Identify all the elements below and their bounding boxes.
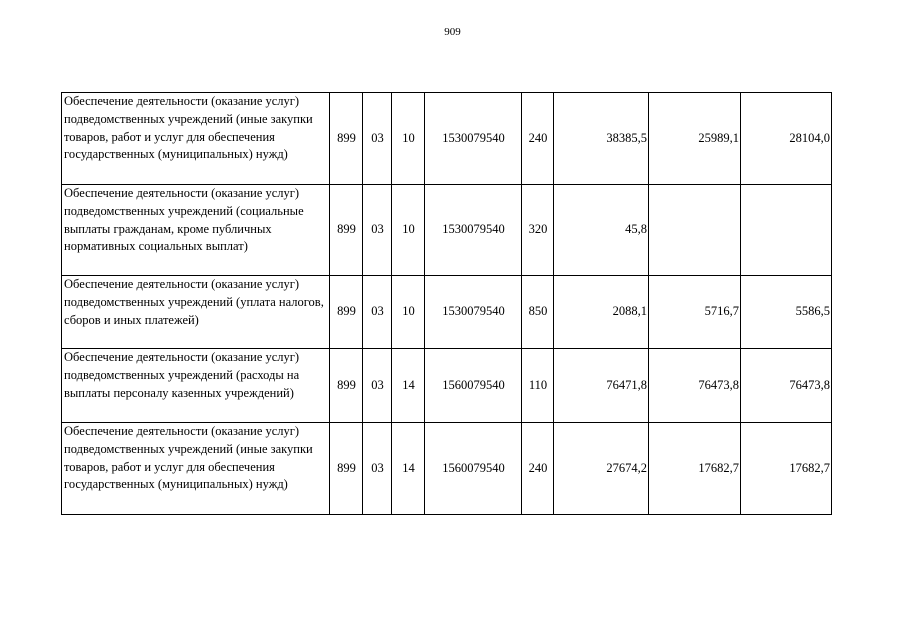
ministry-code: 899: [330, 276, 363, 349]
amount-2: 25989,1: [649, 93, 741, 185]
expense-type-code: 240: [522, 93, 554, 185]
amount-1: 2088,1: [554, 276, 649, 349]
ministry-code: 899: [330, 93, 363, 185]
expense-type-code: 850: [522, 276, 554, 349]
section-code: 03: [363, 276, 392, 349]
target-article-code: 1560079540: [425, 423, 522, 515]
row-description: Обеспечение деятельности (оказание услуг) подведомственных учреждений (социальные выплаты гражданам, кроме публичных нормативных социальных выплат): [62, 185, 330, 276]
subsection-code: 10: [392, 276, 425, 349]
page-number: 909: [444, 26, 461, 38]
amount-3: [741, 185, 832, 276]
table-row: [62, 185, 832, 276]
row-description: Обеспечение деятельности (оказание услуг) подведомственных учреждений (иные закупки товаров, работ и услуг для обеспечения государственных (муниципальных) нужд): [62, 93, 330, 185]
subsection-code: 10: [392, 93, 425, 185]
amount-1: 38385,5: [554, 93, 649, 185]
amount-2: 76473,8: [649, 349, 741, 423]
amount-2: [649, 185, 741, 276]
amount-3: 76473,8: [741, 349, 832, 423]
ministry-code: 899: [330, 349, 363, 423]
expense-type-code: 320: [522, 185, 554, 276]
subsection-code: 10: [392, 185, 425, 276]
amount-2: 5716,7: [649, 276, 741, 349]
table-row: [62, 276, 832, 349]
table-row: [62, 349, 832, 423]
budget-table: [61, 92, 832, 515]
amount-3: 28104,0: [741, 93, 832, 185]
expense-type-code: 240: [522, 423, 554, 515]
target-article-code: 1530079540: [425, 185, 522, 276]
expense-type-code: 110: [522, 349, 554, 423]
subsection-code: 14: [392, 349, 425, 423]
ministry-code: 899: [330, 185, 363, 276]
amount-2: 17682,7: [649, 423, 741, 515]
target-article-code: 1530079540: [425, 276, 522, 349]
amount-3: 5586,5: [741, 276, 832, 349]
amount-3: 17682,7: [741, 423, 832, 515]
table-row: [62, 93, 832, 185]
section-code: 03: [363, 349, 392, 423]
target-article-code: 1530079540: [425, 93, 522, 185]
amount-1: 45,8: [554, 185, 649, 276]
table-row: [62, 423, 832, 515]
section-code: 03: [363, 423, 392, 515]
row-description: Обеспечение деятельности (оказание услуг) подведомственных учреждений (уплата налогов, сборов и иных платежей): [62, 276, 330, 349]
amount-1: 76471,8: [554, 349, 649, 423]
subsection-code: 14: [392, 423, 425, 515]
row-description: Обеспечение деятельности (оказание услуг) подведомственных учреждений (расходы на выплаты персоналу казенных учреждений): [62, 349, 330, 423]
target-article-code: 1560079540: [425, 349, 522, 423]
ministry-code: 899: [330, 423, 363, 515]
row-description: Обеспечение деятельности (оказание услуг) подведомственных учреждений (иные закупки товаров, работ и услуг для обеспечения государственных (муниципальных) нужд): [62, 423, 330, 515]
section-code: 03: [363, 185, 392, 276]
amount-1: 27674,2: [554, 423, 649, 515]
section-code: 03: [363, 93, 392, 185]
